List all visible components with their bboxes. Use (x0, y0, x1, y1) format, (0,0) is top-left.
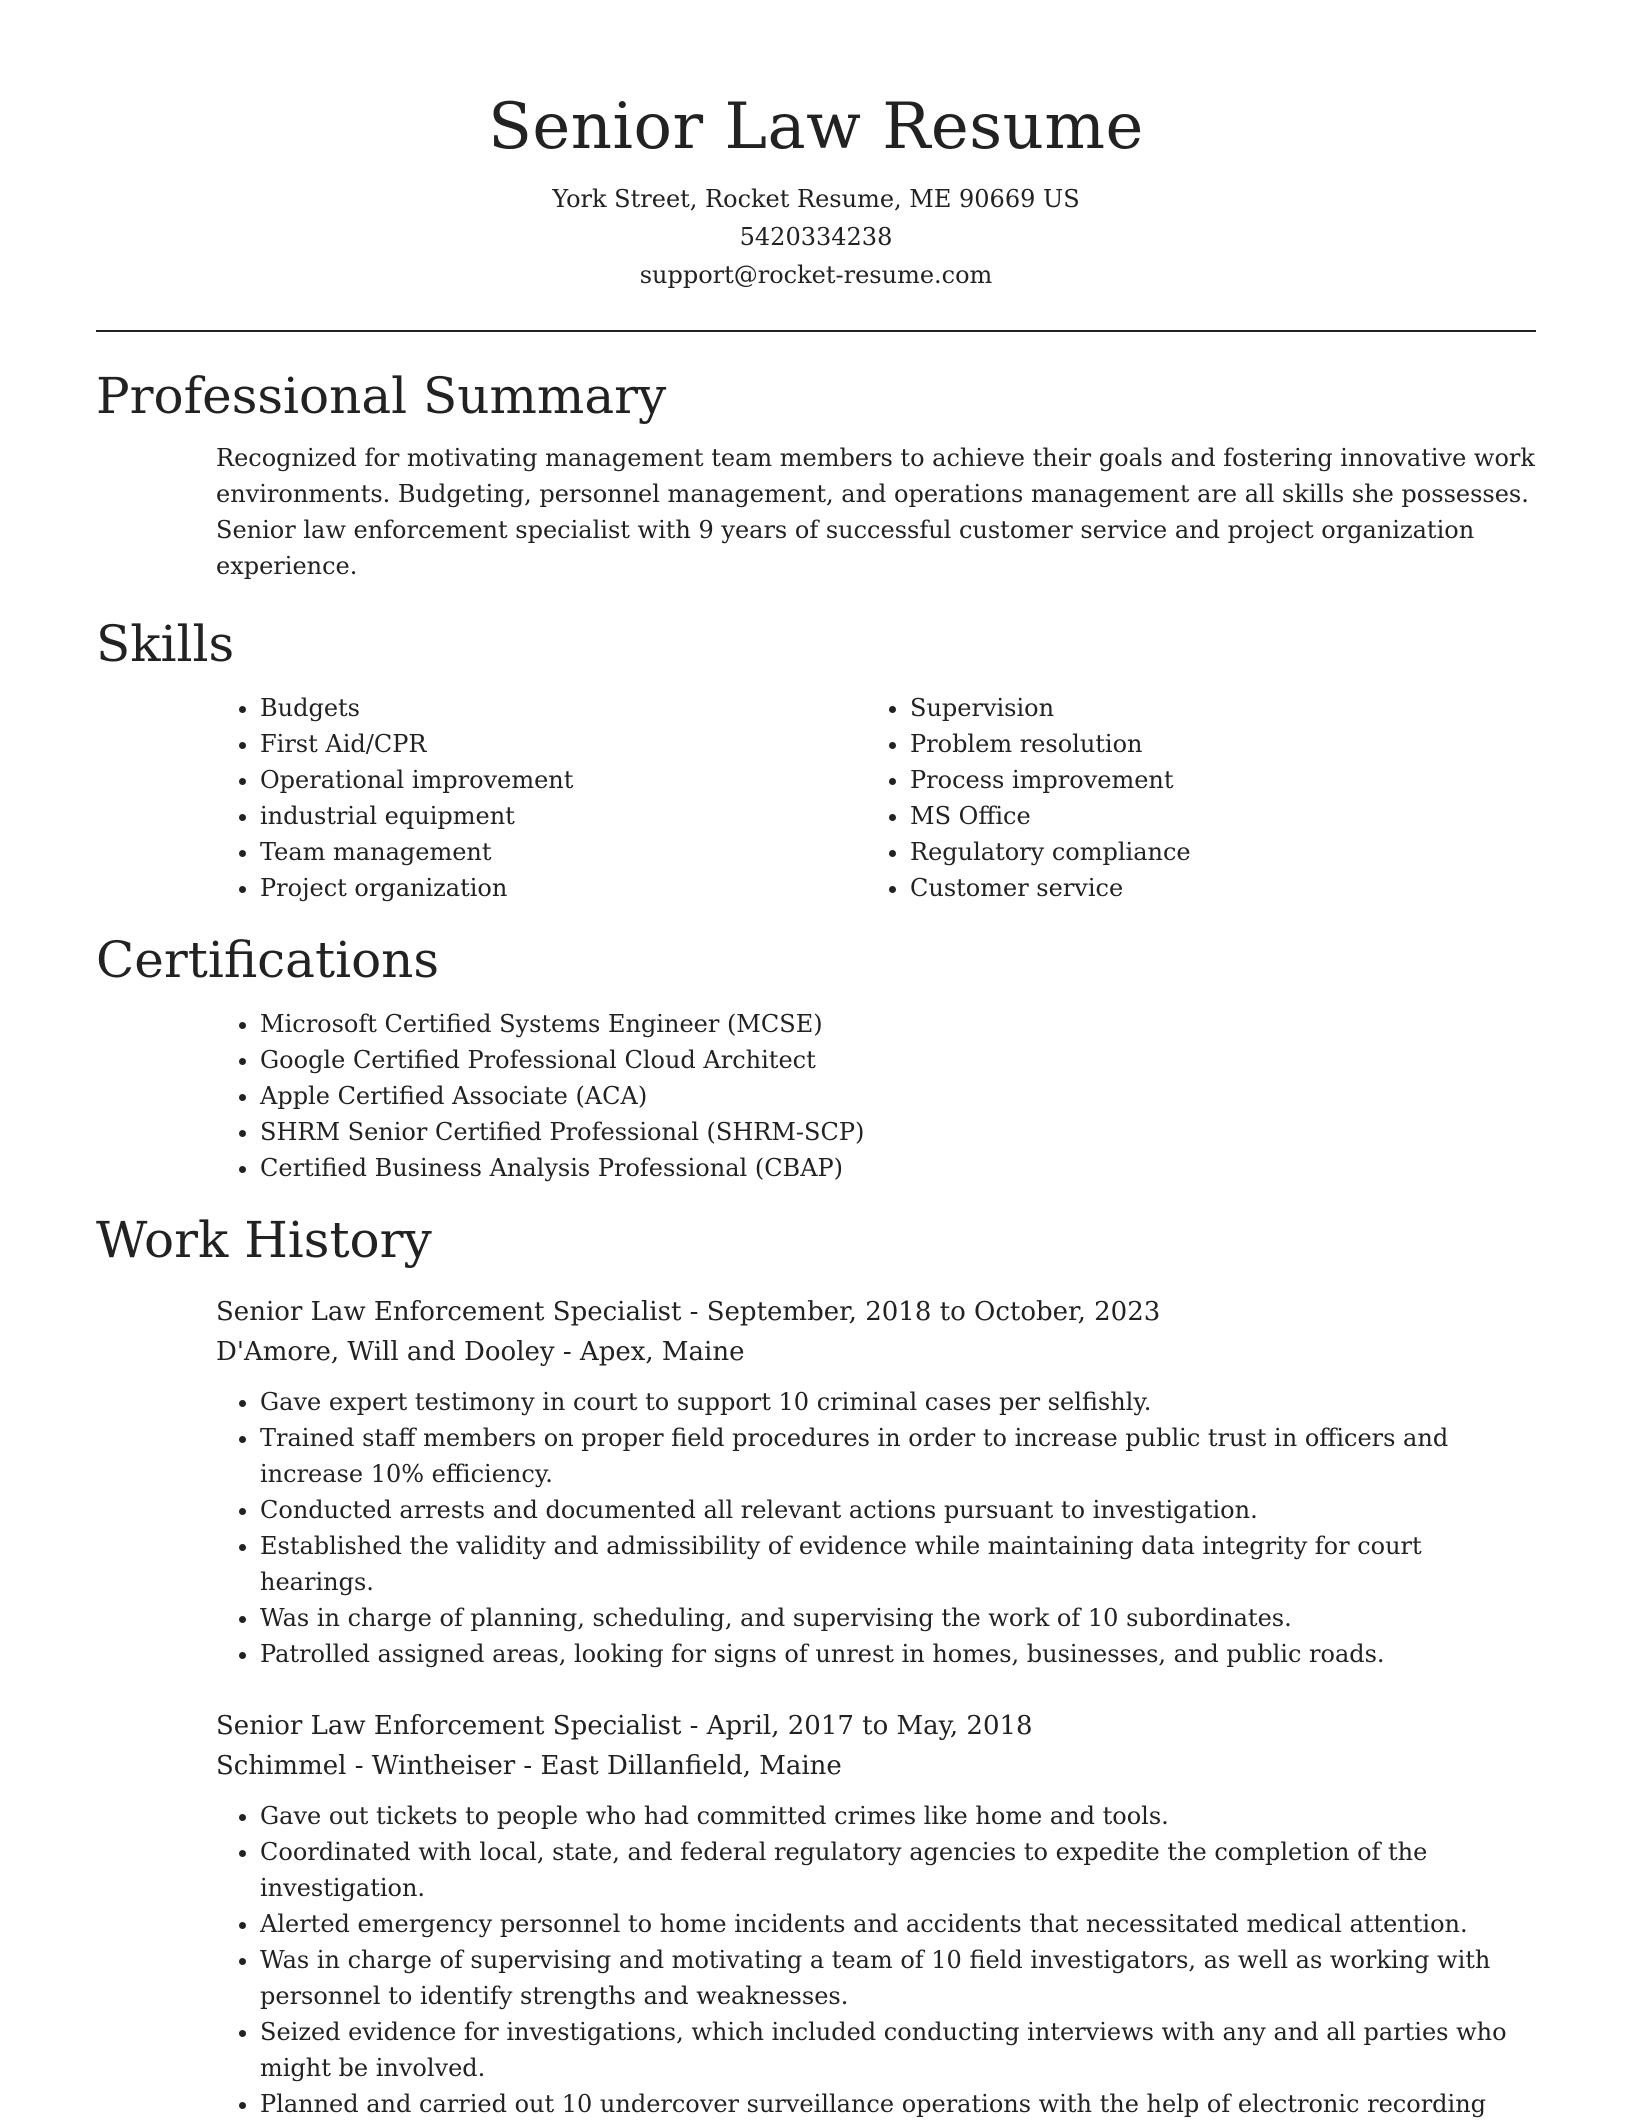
skills-section (96, 612, 1536, 906)
job-title-line (216, 1706, 1536, 1746)
summary-section (96, 364, 1536, 584)
job-bullet: • Gave out tickets to people who had committed crimes like home and tools. (260, 1798, 1536, 1834)
job-entry (216, 1292, 1536, 1672)
job-bullet: • Alerted emergency personnel to home incidents and accidents that necessitated medical attention. (260, 1906, 1536, 1942)
job-bullets (216, 1384, 1536, 1672)
skill-item: • Budgets (260, 690, 866, 726)
job-role: Senior Law Enforcement Specialist (216, 1297, 682, 1327)
skills-heading: Skills (96, 615, 235, 673)
skill-item: • industrial equipment (260, 798, 866, 834)
job-company-line (216, 1332, 1536, 1372)
contact-email: support@rocket-resume.com (639, 261, 993, 289)
contact-phone: 5420334238 (739, 223, 893, 251)
job-bullet: • Was in charge of planning, scheduling, and supervising the work of 10 subordinates. (260, 1600, 1536, 1636)
skills-list-right (866, 690, 1516, 906)
skill-item: • First Aid/CPR (260, 726, 866, 762)
certification-item: • Google Certified Professional Cloud Architect (260, 1042, 1536, 1078)
job-bullet: • Seized evidence for investigations, which included conducting interviews with any and all parties who might be involved. (260, 2014, 1536, 2086)
resume-title: Senior Law Resume (488, 90, 1144, 164)
job-company: Schimmel - Wintheiser (216, 1751, 516, 1781)
summary-text: Recognized for motivating management team members to achieve their goals and fostering innovative work environments. Budgeting, personnel management, and operations management are all skills she possesses. Senior law enforcement specialist with 9 years of successful customer service and project organization experience. (216, 444, 1535, 580)
skill-item: • Regulatory compliance (910, 834, 1516, 870)
job-bullet: • Coordinated with local, state, and federal regulatory agencies to expedite the completion of the investigation. (260, 1834, 1536, 1906)
job-dates: - September, 2018 to October, 2023 (681, 1297, 1161, 1327)
skill-item: • Customer service (910, 870, 1516, 906)
skill-item: • Project organization (260, 870, 866, 906)
resume-header (96, 0, 1536, 294)
skills-list-left (216, 690, 866, 906)
job-bullet: • Gave expert testimony in court to support 10 criminal cases per selfishly. (260, 1384, 1536, 1420)
skill-item: • Operational improvement (260, 762, 866, 798)
work-history-heading: Work History (96, 1211, 432, 1269)
job-bullet: • Planned and carried out 10 undercover surveillance operations with the help of electronic recording (260, 2086, 1536, 2122)
job-title-line (216, 1292, 1536, 1332)
skills-column-right (866, 690, 1516, 906)
job-company-line (216, 1746, 1536, 1786)
job-bullet: • Trained staff members on proper field procedures in order to increase public trust in officers and increase 10% efficiency. (260, 1420, 1536, 1492)
contact-address: York Street, Rocket Resume, ME 90669 US (552, 185, 1080, 213)
certification-item: • Apple Certified Associate (ACA) (260, 1078, 1536, 1114)
job-bullet: • Conducted arrests and documented all relevant actions pursuant to investigation. (260, 1492, 1536, 1528)
skill-item: • Process improvement (910, 762, 1516, 798)
certification-item: • Microsoft Certified Systems Engineer (MCSE) (260, 1006, 1536, 1042)
certifications-list (216, 1006, 1536, 1186)
skills-column-left (216, 690, 866, 906)
job-company: D'Amore, Will and Dooley (216, 1337, 555, 1367)
job-entry (216, 1706, 1536, 2122)
job-role: Senior Law Enforcement Specialist (216, 1711, 682, 1741)
skill-item: • Problem resolution (910, 726, 1516, 762)
contact-block (96, 180, 1536, 294)
skill-item: • Supervision (910, 690, 1516, 726)
skill-item: • Team management (260, 834, 866, 870)
job-bullet: • Patrolled assigned areas, looking for signs of unrest in homes, businesses, and public roads. (260, 1636, 1536, 1672)
job-location: - East Dillanfield, Maine (515, 1751, 842, 1781)
certification-item: • SHRM Senior Certified Professional (SHRM-SCP) (260, 1114, 1536, 1150)
certifications-heading: Certifications (96, 931, 440, 989)
skills-grid (216, 690, 1536, 906)
job-bullets (216, 1798, 1536, 2122)
header-divider (96, 330, 1536, 332)
job-bullet: • Was in charge of supervising and motivating a team of 10 field investigators, as well as working with personnel to identify strengths and weaknesses. (260, 1942, 1536, 2014)
job-bullets-wrapper (216, 1384, 1536, 1672)
certifications-list-wrapper (216, 1006, 1536, 1186)
job-dates: - April, 2017 to May, 2018 (681, 1711, 1033, 1741)
job-bullet: • Established the validity and admissibility of evidence while maintaining data integrity for court hearings. (260, 1528, 1536, 1600)
job-bullets-wrapper (216, 1798, 1536, 2122)
summary-heading: Professional Summary (96, 367, 667, 425)
skill-item: • MS Office (910, 798, 1516, 834)
job-location: - Apex, Maine (554, 1337, 745, 1367)
work-history-section (96, 1208, 1536, 2122)
certifications-section (96, 928, 1536, 1186)
certification-item: • Certified Business Analysis Professional (CBAP) (260, 1150, 1536, 1186)
